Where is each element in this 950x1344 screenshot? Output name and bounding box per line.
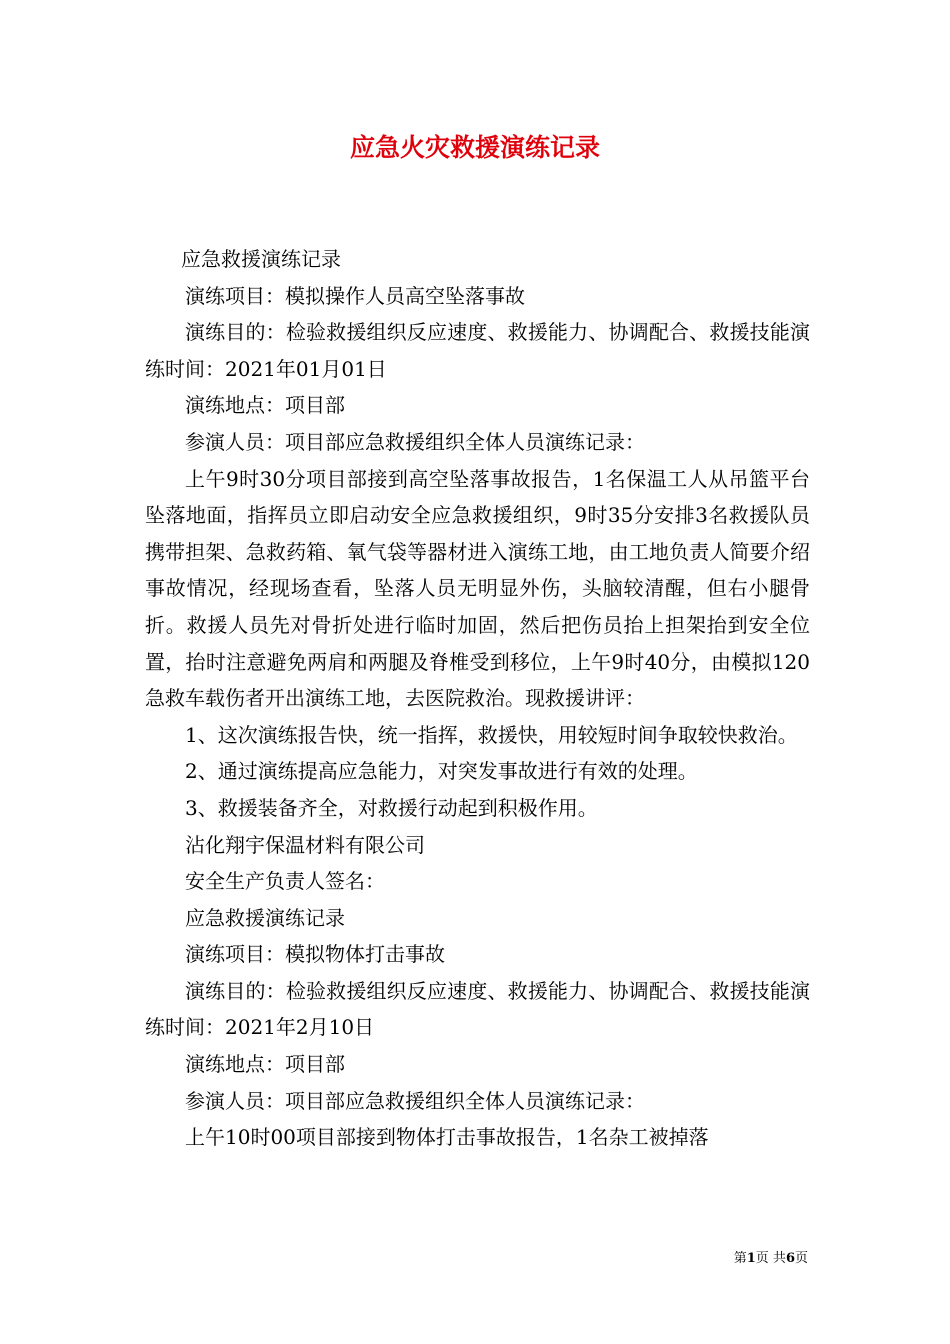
total-pages-number: 6 bbox=[785, 1251, 795, 1266]
document-title: 应急火灾救援演练记录 bbox=[349, 133, 600, 162]
review-point: 1、这次演练报告快，统一指挥，救援快，用较短时间争取较快救治。 bbox=[185, 722, 798, 747]
footer-suffix: 页 bbox=[794, 1251, 808, 1266]
footer-prefix: 第 bbox=[733, 1251, 747, 1266]
drill-participants: 参演人员：项目部应急救援组织全体人员演练记录： bbox=[185, 429, 645, 454]
drill-record: 上午9时30分项目部接到高空坠落事故报告，1名保温工人从吊篮平台坠落地面，指挥员立即启动安全应急救援组织，9时35分安排3名救援队员携带担架、急救药箱、氧气袋等器材进入演练工地，由工地负责人简要介绍事故情况，经现场查看，坠落人员无明显外伤，头脑较清醒，但右小腿骨折。救援人员先对骨折处进行临时加固，然后把伤员抬上担架抬到安全位置，抬时注意避免两肩和两腿及脊椎受到移位，上午9时40分，由模拟120急救车载伤者开出演练工地，去医院救治。现救援讲评： bbox=[145, 466, 810, 711]
review-point: 3、救援装备齐全，对救援行动起到积极作用。 bbox=[185, 795, 598, 820]
page-footer bbox=[734, 1251, 808, 1267]
drill-location: 演练地点：项目部 bbox=[185, 1052, 345, 1077]
review-point: 2、通过演练提高应急能力，对突发事故进行有效的处理。 bbox=[185, 759, 698, 784]
footer-middle: 页 共 bbox=[755, 1251, 786, 1266]
drill-participants: 参演人员：项目部应急救援组织全体人员演练记录： bbox=[185, 1088, 645, 1113]
drill-item: 演练项目：模拟操作人员高空坠落事故 bbox=[185, 283, 525, 308]
drill-purpose: 演练目的：检验救援组织反应速度、救援能力、协调配合、救援技能演练时间：2021年01月01日 bbox=[145, 320, 810, 381]
drill-item: 演练项目：模拟物体打击事故 bbox=[185, 942, 445, 967]
signature-line: 安全生产负责人签名： bbox=[185, 869, 385, 894]
drill-purpose: 演练目的：检验救援组织反应速度、救援能力、协调配合、救援技能演练时间：2021年2月10日 bbox=[145, 978, 810, 1040]
drill-record: 上午10时00项目部接到物体打击事故报告，1名杂工被掉落 bbox=[185, 1125, 709, 1150]
current-page-number: 1 bbox=[746, 1251, 756, 1266]
document-body bbox=[145, 241, 810, 1156]
section-heading: 应急救援演练记录 bbox=[181, 247, 341, 271]
drill-location: 演练地点：项目部 bbox=[185, 393, 345, 418]
company-name: 沾化翔宇保温材料有限公司 bbox=[185, 832, 425, 857]
section-heading: 应急救援演练记录 bbox=[185, 905, 345, 930]
